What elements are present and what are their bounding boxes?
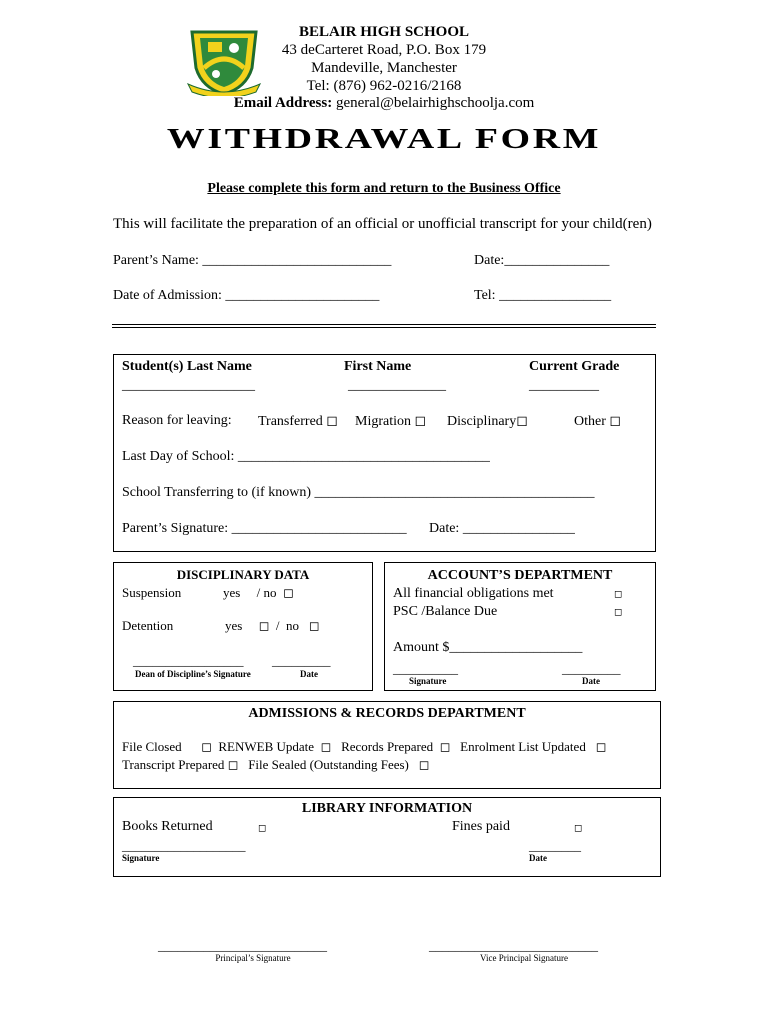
fines-paid-checkbox[interactable]: ◻ <box>574 823 583 834</box>
form-title: WITHDRAWAL FORM <box>166 124 602 155</box>
principal-signature-label: Principal’s Signature <box>215 953 291 963</box>
psc-balance-label: PSC /Balance Due <box>393 604 498 619</box>
school-name: BELAIR HIGH SCHOOL <box>298 24 470 40</box>
transferred-checkbox[interactable]: Transferred ◻ <box>258 414 338 429</box>
financial-obligations-label: All financial obligations met <box>393 586 554 601</box>
student-last-name-label: Student(s) Last Name <box>122 359 252 374</box>
migration-checkbox[interactable]: Migration ◻ <box>355 414 427 429</box>
student-date-field[interactable]: Date: ________________ <box>429 521 575 536</box>
dean-date-line[interactable]: _________ <box>272 653 331 668</box>
library-signature-label: Signature <box>122 853 160 863</box>
parent-signature-field[interactable]: Parent’s Signature: _________________________ <box>122 521 407 536</box>
accounts-date-line[interactable]: _________ <box>562 661 621 676</box>
accounts-signature-line[interactable]: __________ <box>393 661 458 676</box>
financial-obligations-checkbox[interactable]: ◻ <box>614 589 623 600</box>
dean-signature-line[interactable]: _________________ <box>133 653 244 668</box>
accounts-title: ACCOUNT’S DEPARTMENT <box>427 568 613 583</box>
divider <box>112 324 656 325</box>
detention-options[interactable]: yes ◻ / no ◻ <box>225 618 320 633</box>
vice-principal-signature-label: Vice Principal Signature <box>480 953 568 963</box>
admissions-checklist-row-2[interactable]: Transcript Prepared ◻ File Sealed (Outstanding Fees) ◻ <box>122 757 430 772</box>
amount-field[interactable]: Amount $___________________ <box>393 640 583 655</box>
admission-date-field[interactable]: Date of Admission: ______________________ <box>113 288 380 303</box>
first-name-field[interactable]: ______________ <box>348 378 446 393</box>
email-label: Email Address: <box>233 95 333 111</box>
library-signature-line[interactable]: ___________________ <box>122 838 246 853</box>
admissions-title: ADMISSIONS & RECORDS DEPARTMENT <box>248 706 526 721</box>
last-day-field[interactable]: Last Day of School: ____________________________________ <box>122 449 490 464</box>
reason-label: Reason for leaving: <box>122 413 232 428</box>
divider <box>112 327 656 328</box>
tel-field[interactable]: Tel: ________________ <box>474 288 612 303</box>
fines-paid-label: Fines paid <box>452 819 510 834</box>
last-name-field[interactable]: ___________________ <box>122 378 255 393</box>
library-title: LIBRARY INFORMATION <box>301 801 473 816</box>
email-address: general@belairhighschoolja.com <box>335 95 535 111</box>
date-field[interactable]: Date:_______________ <box>474 253 610 268</box>
vice-principal-signature-line[interactable]: __________________________ <box>429 938 598 953</box>
suspension-options[interactable]: yes / no ◻ <box>223 585 294 600</box>
school-transferring-field[interactable]: School Transferring to (if known) ________________________________________ <box>122 485 595 500</box>
dean-signature-label: Dean of Discipline’s Signature <box>135 669 251 679</box>
library-date-line[interactable]: ________ <box>529 838 581 853</box>
detention-label: Detention <box>122 618 174 633</box>
principal-signature-line[interactable]: __________________________ <box>158 938 327 953</box>
current-grade-label: Current Grade <box>529 359 620 374</box>
disciplinary-checkbox[interactable]: Disciplinary◻ <box>447 414 528 429</box>
address-line-1: 43 deCarteret Road, P.O. Box 179 <box>281 42 487 58</box>
other-checkbox[interactable]: Other ◻ <box>574 414 621 429</box>
first-name-label: First Name <box>344 359 412 374</box>
accounts-signature-label: Signature <box>409 676 447 686</box>
instruction: Please complete this form and return to the Business Office <box>207 181 561 196</box>
telephone: Tel: (876) 962-0216/2168 <box>306 78 462 94</box>
dean-date-label: Date <box>300 669 318 679</box>
library-date-label: Date <box>529 853 547 863</box>
accounts-date-label: Date <box>582 676 600 686</box>
books-returned-checkbox[interactable]: ◻ <box>258 823 267 834</box>
psc-balance-checkbox[interactable]: ◻ <box>614 607 623 618</box>
parent-name-field[interactable]: Parent’s Name: ___________________________ <box>113 253 392 268</box>
disciplinary-title: DISCIPLINARY DATA <box>176 567 310 582</box>
grade-field[interactable]: __________ <box>529 378 599 393</box>
address-line-2: Mandeville, Manchester <box>311 60 457 76</box>
admissions-checklist-row-1[interactable]: File Closed ◻ RENWEB Update ◻ Records Prepared ◻ Enrolment List Updated ◻ <box>122 739 607 754</box>
books-returned-label: Books Returned <box>122 819 213 834</box>
suspension-label: Suspension <box>122 585 182 600</box>
email-row <box>0 95 768 112</box>
intro-text: This will facilitate the preparation of an official or unofficial transcript for your child(ren) <box>113 216 652 232</box>
